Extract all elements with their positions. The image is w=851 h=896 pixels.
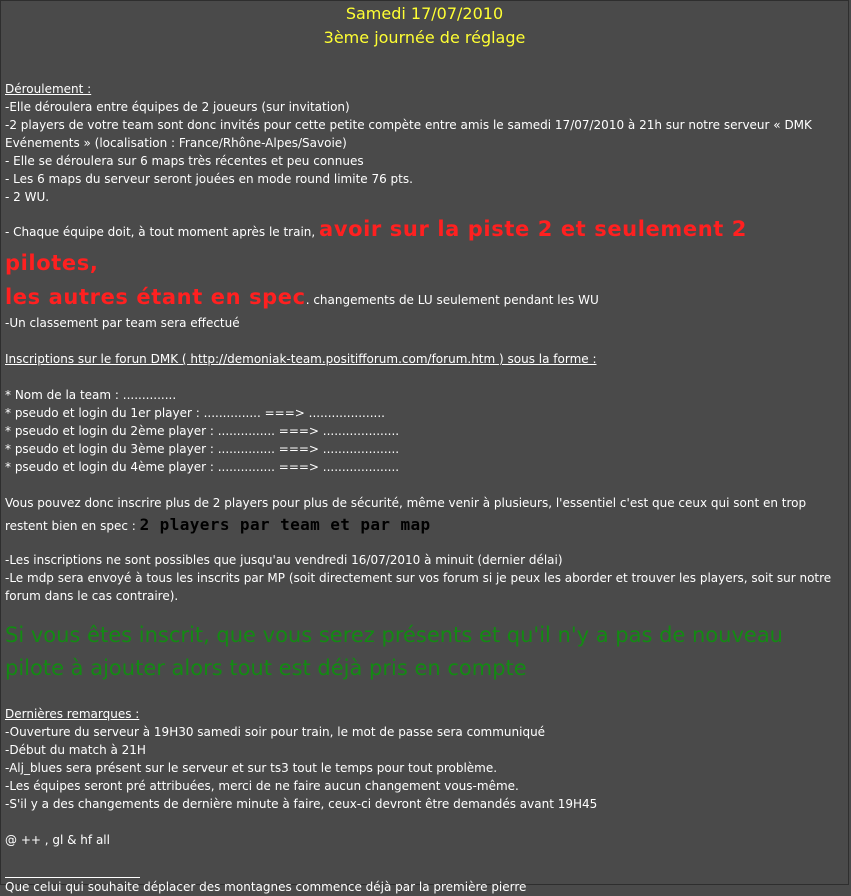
players-per-team-emphasis: 2 players par team et par map xyxy=(139,515,431,534)
deroulement-heading: Déroulement : xyxy=(5,82,92,96)
remarques-heading: Dernières remarques : xyxy=(5,707,140,721)
deroulement-line: -Un classement par team sera effectué xyxy=(5,316,240,330)
inscription-note-intro: restent bien en spec : xyxy=(5,519,140,533)
post-body xyxy=(1,1,848,896)
signoff: @ ++ , gl & hf all xyxy=(5,833,110,847)
deroulement-section xyxy=(5,80,844,332)
team-rule-tail: . changements de LU seulement pendant les WU xyxy=(305,293,599,307)
remarque-item: -Début du match à 21H xyxy=(5,743,146,757)
mdp-line: -Le mdp sera envoyé à tous les inscrits par MP (soit directement sur vos forum si je peux les aborder et trouver les players, soit sur notre forum dans le cas contraire). xyxy=(5,571,832,603)
green-notice-line: Si vous êtes inscrit, que vous serez présents et qu'il n'y a pas de nouveau xyxy=(5,623,783,647)
post-title xyxy=(5,1,844,50)
deroulement-line: -2 players de votre team sont donc invités pour cette petite compète entre amis le samedi 17/07/2010 à 21h sur notre serveur « DMK Evénements » (localisation : France/Rhône-Alpes/Savoie) xyxy=(5,118,812,150)
deroulement-line: - Les 6 maps du serveur seront jouées en mode round limite 76 pts. xyxy=(5,172,413,186)
inscriptions-heading: Inscriptions sur le forun DMK ( http://demoniak-team.positifforum.com/forum.htm ) sous la forme : xyxy=(5,352,597,366)
remarque-item: -Ouverture du serveur à 19H30 samedi soir pour train, le mot de passe sera communiqué xyxy=(5,725,546,739)
deroulement-line: -Elle déroulera entre équipes de 2 joueurs (sur invitation) xyxy=(5,100,350,114)
green-notice xyxy=(5,619,844,685)
form-field: * pseudo et login du 3ème player : ............... ===> .................... xyxy=(5,442,400,456)
remarques-section xyxy=(5,705,844,849)
team-rule-emphasis: les autres étant en spec xyxy=(5,285,306,309)
inscription-note-2 xyxy=(5,516,844,535)
event-date: Samedi 17/07/2010 xyxy=(345,4,504,23)
deroulement-line: - 2 WU. xyxy=(5,190,50,204)
form-field: * Nom de la team : .............. xyxy=(5,388,177,402)
inscriptions-section xyxy=(5,350,844,685)
event-subtitle: 3ème journée de réglage xyxy=(323,28,526,47)
signature-quote: Que celui qui souhaite déplacer des montagnes commence déjà par la première pierre xyxy=(5,880,527,894)
form-field: * pseudo et login du 2ème player : ............... ===> .................... xyxy=(5,424,400,438)
inscription-note: Vous pouvez donc inscrire plus de 2 players pour plus de sécurité, même venir à plusieurs, l'essentiel c'est que ceux qui sont en trop xyxy=(5,496,807,510)
remarque-item: -Les équipes seront pré attribuées, merci de ne faire aucun changement vous-même. xyxy=(5,779,519,793)
remarque-item: -S'il y a des changements de dernière minute à faire, ceux-ci devront être demandés avant 19H45 xyxy=(5,797,598,811)
team-rule xyxy=(5,212,844,314)
green-notice-line: pilote à ajouter alors tout est déjà pris en compte xyxy=(5,656,527,680)
team-rule-intro: - Chaque équipe doit, à tout moment après le train, xyxy=(5,225,320,239)
form-field: * pseudo et login du 4ème player : ............... ===> .................... xyxy=(5,460,400,474)
form-field: * pseudo et login du 1er player : ............... ===> .................... xyxy=(5,406,385,420)
team-rule-emphasis: avoir sur la piste 2 et seulement 2 pilotes, xyxy=(5,217,748,275)
deadline-line: -Les inscriptions ne sont possibles que jusqu'au vendredi 16/07/2010 à minuit (dernier délai) xyxy=(5,553,563,567)
deroulement-line: - Elle se déroulera sur 6 maps très récentes et peu connues xyxy=(5,154,364,168)
remarque-item: -Alj_blues sera présent sur le serveur et sur ts3 tout le temps pour tout problème. xyxy=(5,761,498,775)
